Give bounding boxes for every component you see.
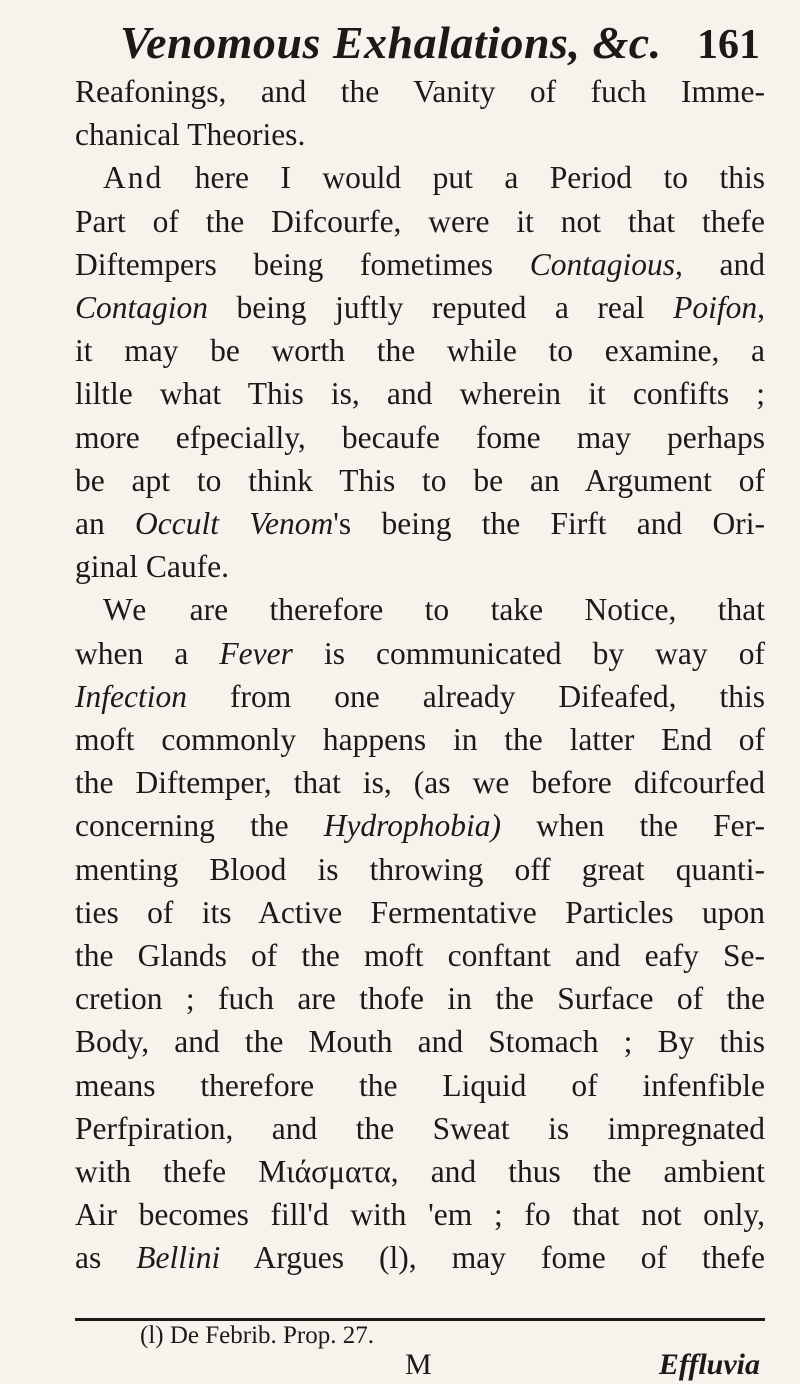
text-line: Air becomes fill'd with 'em ; fo that not only,: [75, 1197, 765, 1233]
text-line: Part of the Difcourfe, were it not that thefe: [75, 203, 765, 239]
text-line: as Bellini Argues (l), may fome of thefe: [75, 1240, 765, 1276]
text-line: ties of its Active Fermentative Particles upon: [75, 894, 765, 930]
text-line: Contagion being juftly reputed a real Poifon,: [75, 290, 765, 326]
signature-mark: M: [405, 1348, 432, 1381]
text-line: Perfpiration, and the Sweat is impregnated: [75, 1110, 765, 1146]
text-line: cretion ; fuch are thofe in the Surface of the: [75, 981, 765, 1017]
body-text: [75, 70, 765, 1280]
page-number: 161: [697, 22, 760, 68]
text-line: an Occult Venom's being the Firft and Ori-: [75, 506, 765, 542]
text-line: We are therefore to take Notice, that: [103, 592, 765, 628]
text-line: moft commonly happens in the latter End of: [75, 722, 765, 758]
text-line: Body, and the Mouth and Stomach ; By this: [75, 1024, 765, 1060]
text-line: the Glands of the moft conftant and eafy Se-: [75, 938, 765, 974]
text-line: Infection from one already Difeafed, this: [75, 678, 765, 714]
page-header: [120, 16, 760, 76]
text-line: Diftempers being fometimes Contagious, and: [75, 246, 766, 282]
catchword: Effluvia: [658, 1348, 760, 1381]
text-line: when a Fever is communicated by way of: [75, 635, 765, 671]
text-line: more efpecially, becaufe fome may perhaps: [75, 419, 765, 455]
text-line: means therefore the Liquid of infenfible: [75, 1067, 765, 1103]
text-line: chanical Theories.: [75, 117, 306, 153]
page-footer: [0, 1348, 800, 1384]
text-line: the Diftemper, that is, (as we before difcourfed: [75, 765, 765, 801]
text-line: Reafonings, and the Vanity of fuch Imme-: [75, 74, 765, 109]
text-line: be apt to think This to be an Argument of: [75, 462, 765, 498]
footnote-rule: [75, 1318, 765, 1321]
text-line: menting Blood is throwing off great quanti-: [75, 851, 765, 887]
text-line: liltle what This is, and wherein it confifts ;: [75, 376, 765, 412]
text-line: And here I would put a Period to this: [103, 160, 765, 196]
text-line: it may be worth the while to examine, a: [75, 333, 765, 369]
text-line: concerning the Hydrophobia) when the Fer-: [75, 808, 765, 844]
footnote: (l) De Febrib. Prop. 27.: [140, 1322, 374, 1349]
text-line: ginal Caufe.: [75, 549, 229, 585]
running-title: Venomous Exhalations, &c.: [120, 17, 662, 68]
text-line: with thefe Μιάσματα, and thus the ambient: [75, 1154, 765, 1190]
